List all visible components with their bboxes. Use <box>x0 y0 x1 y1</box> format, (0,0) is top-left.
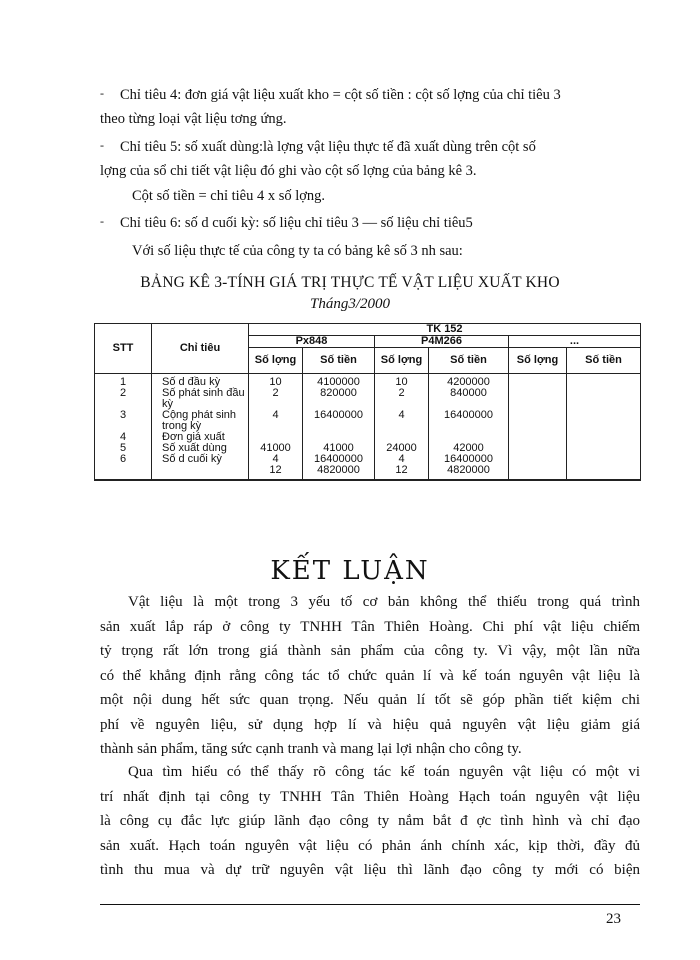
col-tk-header: TK 152 <box>249 324 641 336</box>
group-header: Px848 <box>249 336 375 348</box>
sub-amount-header: Số tiền <box>303 348 375 374</box>
table-cell: 16400000 <box>444 453 493 465</box>
table-cell: Số xuất dùng <box>162 442 227 454</box>
table-cell: 4820000 <box>317 464 360 476</box>
text-line: Vật liệu là một trong 3 yếu tố cơ bản không thể thiếu trong quá trình <box>128 594 640 610</box>
sub-amount-header: Số tiền <box>429 348 509 374</box>
bullet-line: Chỉ tiêu 6: số d cuối kỳ: số liệu chỉ tiêu 3 — số liệu chỉ tiêu5 <box>120 215 473 231</box>
table-cell: 12 <box>395 464 408 476</box>
table-cell: 2 <box>119 387 127 399</box>
table-cell: 24000 <box>386 442 417 454</box>
text-line: sản xuất. Hạch toán nguyên vật liệu có phản ánh chính xác, kịp thời, đầy đủ <box>100 837 640 854</box>
table-cell: 4 <box>398 409 405 421</box>
text-line: thành sản phẩm, tăng sức cạnh tranh và mang lại lợi nhận cho công ty. <box>100 741 522 757</box>
table-cell: 4 <box>119 431 127 443</box>
text-line: Qua tìm hiểu có thể thấy rõ công tác kế toán nguyên vật liệu có một vi <box>128 764 640 780</box>
table-cell: 5 <box>119 442 127 454</box>
table-cell: 4820000 <box>447 464 490 476</box>
table-cell: 3 <box>119 409 127 421</box>
sub-qty-header: Số lợng <box>509 348 567 374</box>
table-cell: 820000 <box>320 387 357 399</box>
formula-line <box>100 184 640 208</box>
table-cell: 41000 <box>323 442 354 454</box>
table-cell: 840000 <box>450 387 487 399</box>
conclusion-paragraph-2 <box>100 760 640 883</box>
table-cell: 4 <box>272 409 279 421</box>
stt-column <box>95 374 152 480</box>
text-line: tỷ trọng rất lớn trong giá thành sản phẩm của công ty. Vì vậy, một lần nữa <box>100 643 640 659</box>
amount3-column <box>567 374 641 480</box>
table-cell: Số phát sinh đầu kỳ <box>162 387 245 410</box>
table-cell: 2 <box>398 387 405 399</box>
text-line: phí về nguyên liệu, sử dụng hợp lí và hiệu quả nguyên vật liệu giảm giá <box>100 716 640 733</box>
inventory-table <box>94 323 641 481</box>
bullet-marker: - <box>100 86 104 100</box>
table-cell: Số d cuối kỳ <box>162 453 222 465</box>
table-cell: 4 <box>272 453 279 465</box>
bullet-line: theo từng loại vật liệu tơng ứng. <box>100 111 287 127</box>
bullet-line: lợng của sổ chi tiết vật liệu đó ghi vào cột số lợng của bảng kê 3. <box>100 163 477 179</box>
bullet-line: Chỉ tiêu 5: số xuất dùng:là lợng vật liệu thực tế đã xuất dùng trên cột số <box>120 139 536 155</box>
text-line: là công cụ đắc lực giúp lãnh đạo công ty nắm bắt đ ợc tình hình và chỉ đạo <box>100 813 640 829</box>
group-header: P4M266 <box>375 336 509 348</box>
table-cell: 16400000 <box>444 409 493 421</box>
table-cell: 16400000 <box>314 453 363 465</box>
bullet-item-5 <box>100 135 640 183</box>
sub-amount-header: Số tiền <box>567 348 641 374</box>
table-cell: 2 <box>272 387 279 399</box>
qty2-column <box>375 374 429 480</box>
table-cell: 12 <box>269 464 282 476</box>
text-line: trí nhất định tại công ty TNHH Tân Thiên Hoàng Hạch toán nguyên vật liệu <box>100 788 640 805</box>
table-cell: Số d đầu kỳ <box>162 376 221 388</box>
conclusion-paragraph-1 <box>100 590 640 762</box>
bullet-line: Chỉ tiêu 4: đơn giá vật liệu xuất kho = cột số tiền : cột số lợng của chỉ tiêu 3 <box>120 87 561 103</box>
table-subtitle: Tháng3/2000 <box>309 296 390 312</box>
table-title: BẢNG KÊ 3-TÍNH GIÁ TRỊ THỰC TẾ VẬT LIỆU XUẤT KHO <box>140 274 560 291</box>
table-cell: 1 <box>119 376 127 388</box>
footer-rule <box>100 904 640 905</box>
table-cell: 10 <box>395 376 408 388</box>
text-line: tình thu mua và dự trữ nguyên vật liệu thì lãnh đạo công ty mới có biện <box>100 862 640 878</box>
formula-text: Cột số tiền = chỉ tiêu 4 x số lợng. <box>132 188 326 204</box>
col-chitieu-header: Chỉ tiêu <box>152 324 249 374</box>
qty3-column <box>509 374 567 480</box>
page-number: 23 <box>606 911 621 927</box>
text-line: có thể khẳng định rằng công tác tổ chức quản lí và kế toán nguyên vật liệu là <box>100 667 640 684</box>
bullet-item-6 <box>100 211 640 235</box>
conclusion-heading: KẾT LUẬN <box>270 556 430 586</box>
bullet-item-4 <box>100 83 640 131</box>
bullet-marker: - <box>100 214 104 228</box>
table-cell: Cộng phát sinh trong kỳ <box>162 409 236 432</box>
text-line: một nội dung hết sức quan trọng. Nếu quản lí tốt sẽ góp phần tiết kiệm chi <box>100 692 640 708</box>
intro-text: Với số liệu thực tế của công ty ta có bảng kê số 3 nh sau: <box>132 243 463 259</box>
table-cell: 4 <box>398 453 405 465</box>
bullet-marker: - <box>100 138 104 152</box>
table-cell: 41000 <box>260 442 291 454</box>
sub-qty-header: Số lợng <box>249 348 303 374</box>
amount2-column <box>429 374 509 480</box>
table-cell: 6 <box>119 453 127 465</box>
label-column <box>152 374 249 480</box>
table-cell: Đơn giá xuất <box>162 431 225 443</box>
text-line: sản xuất lắp ráp ở công ty TNHH Tân Thiên Hoàng. Chi phí vật liệu chiếm <box>100 618 640 635</box>
sub-qty-header: Số lợng <box>375 348 429 374</box>
qty1-column <box>249 374 303 480</box>
table-cell: 16400000 <box>314 409 363 421</box>
table-cell: 4100000 <box>317 376 360 388</box>
col-stt-header: STT <box>95 324 152 374</box>
table-cell: 10 <box>269 376 282 388</box>
group-header: ... <box>509 336 641 348</box>
table-cell: 4200000 <box>447 376 490 388</box>
table-cell: 42000 <box>453 442 484 454</box>
amount1-column <box>303 374 375 480</box>
intro-line <box>100 239 640 263</box>
